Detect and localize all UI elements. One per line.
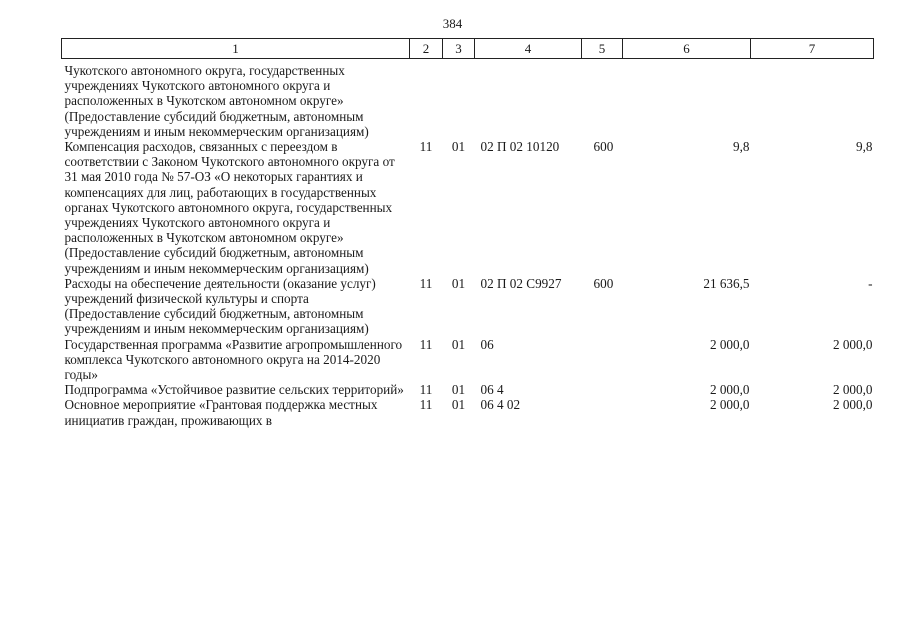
row-target-code	[475, 59, 582, 140]
row-sum-1: 9,8	[733, 139, 750, 155]
row-subsection: 01	[451, 336, 466, 352]
row-sum-1: 2 000,0	[709, 382, 750, 398]
row-expense-type: 600	[593, 275, 614, 291]
row-name: Расходы на обеспечение деятельности (оказание услуг) учреждений физической культуры и спорта (Предоставление субсидий бюджетным, автономным учреждениям и иным некоммерческим организациям)	[64, 275, 376, 337]
table-row	[62, 397, 874, 427]
row-subsection	[443, 59, 475, 140]
budget-table	[61, 38, 874, 428]
row-name: Чукотского автономного округа, государственных учреждениях Чукотского автономного округа и расположенных в Чукотском автономном округе» (Предоставление субсидий бюджетным, автономным учреждениям и иным некоммерческим организациям)	[64, 63, 369, 139]
header-col-3: 3	[443, 39, 475, 59]
row-target-code: 02 П 02 С9927	[480, 275, 562, 291]
row-sum-2	[751, 59, 874, 140]
page-number: 384	[442, 16, 463, 31]
row-name: Основное мероприятие «Грантовая поддержка местных инициатив граждан, проживающих в	[64, 397, 378, 428]
row-subsection: 01	[451, 139, 466, 155]
row-section: 11	[419, 397, 433, 413]
row-target-code: 02 П 02 10120	[480, 139, 560, 155]
header-col-6: 6	[623, 39, 751, 59]
row-expense-type	[582, 337, 623, 383]
row-expense-type	[582, 382, 623, 397]
table-row	[62, 139, 874, 276]
header-col-5: 5	[582, 39, 623, 59]
row-sum-1	[623, 59, 751, 140]
table-row	[62, 337, 874, 383]
row-sum-1: 2 000,0	[709, 336, 750, 352]
row-expense-type	[582, 59, 623, 140]
table-row	[62, 59, 874, 140]
row-name: Подпрограмма «Устойчивое развитие сельских территорий»	[64, 382, 404, 398]
row-sum-2: 2 000,0	[832, 382, 873, 398]
row-subsection: 01	[451, 382, 466, 398]
row-name: Государственная программа «Развитие агропромышленного комплекса Чукотского автономного округа на 2014-2020 годы»	[64, 336, 403, 383]
row-target-code: 06 4 02	[480, 397, 521, 413]
header-col-2: 2	[410, 39, 443, 59]
row-sum-2: 2 000,0	[832, 336, 873, 352]
row-subsection: 01	[451, 397, 466, 413]
row-sum-2: 9,8	[856, 139, 873, 155]
row-target-code: 06	[480, 336, 494, 352]
header-col-1: 1	[62, 39, 410, 59]
row-section	[410, 59, 443, 140]
row-sum-2: 2 000,0	[832, 397, 873, 413]
header-col-7: 7	[751, 39, 874, 59]
table-row	[62, 382, 874, 397]
row-name: Компенсация расходов, связанных с переездом в соответствии с Законом Чукотского автономного округа от 31 мая 2010 года № 57-ОЗ «О некоторых гарантиях и компенсациях для лиц, работающих в государственных органах Чукотского автономного округа, государственных учреждениях Чукотского автономного округа и расположенных в Чукотском автономном округе» (Предоставление субсидий бюджетным, автономным учреждениям и иным некоммерческим организациям)	[64, 139, 395, 276]
row-section: 11	[419, 336, 433, 352]
row-sum-1: 21 636,5	[703, 275, 750, 291]
header-col-4: 4	[475, 39, 582, 59]
row-subsection: 01	[451, 275, 466, 291]
row-section: 11	[419, 382, 433, 398]
table-row	[62, 276, 874, 337]
row-target-code: 06 4	[480, 382, 504, 398]
row-section: 11	[419, 275, 433, 291]
header-row	[62, 39, 874, 59]
row-section: 11	[419, 139, 433, 155]
row-expense-type	[582, 397, 623, 427]
row-expense-type: 600	[593, 139, 614, 155]
row-sum-1: 2 000,0	[709, 397, 750, 413]
row-sum-2: -	[868, 275, 873, 291]
